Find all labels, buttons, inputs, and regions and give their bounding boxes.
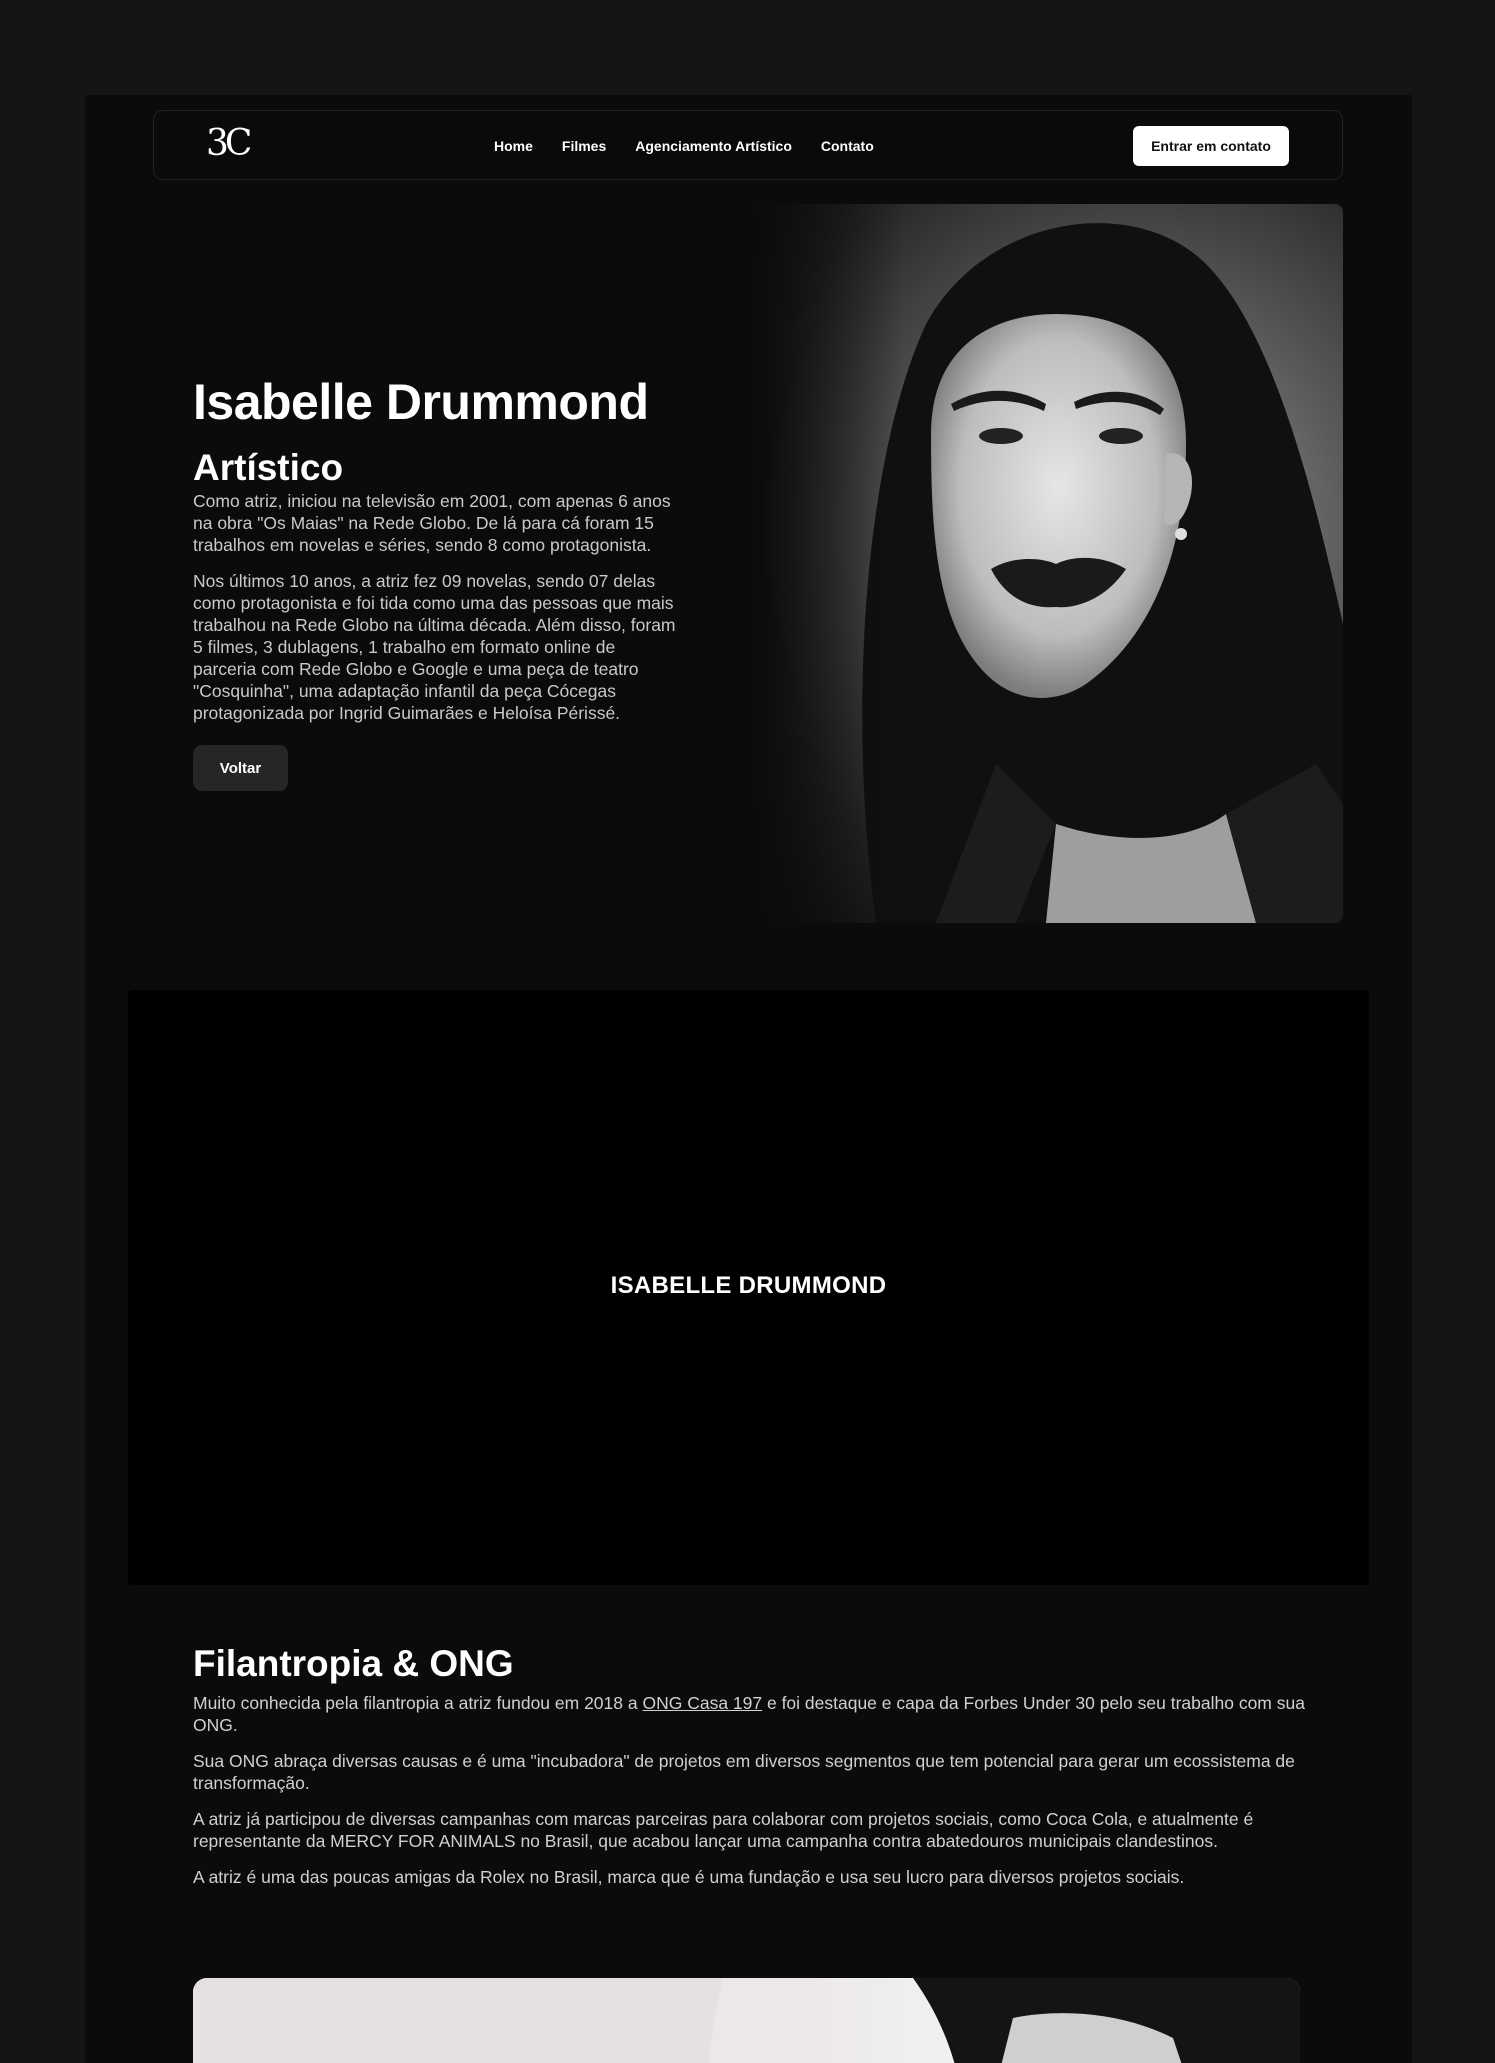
philanthropy-paragraph-4: A atriz é uma das poucas amigas da Rolex no Brasil, marca que é uma fundação e usa seu lucro para diversos projetos sociais. (193, 1867, 1185, 1887)
page-container (85, 95, 1412, 2063)
back-button[interactable]: Voltar (193, 745, 288, 791)
philanthropy-paragraph-2: Sua ONG abraça diversas causas e é uma "incubadora" de projetos em diversos segmentos que tem potencial para gerar um ecossistema de transformação. (193, 1751, 1295, 1793)
nav-link-contato[interactable]: Contato (820, 138, 874, 154)
video-player[interactable] (128, 990, 1369, 1585)
hero-text (193, 372, 683, 791)
section-subtitle: Artístico (193, 447, 344, 488)
portrait-photo (756, 204, 1343, 923)
philanthropy-section (193, 1642, 1313, 1888)
bottom-photo-illustration (193, 1978, 1300, 2063)
logo[interactable]: 3C (206, 123, 249, 164)
philanthropy-p1-after: e foi destaque e capa da Forbes Under 30 pelo seu trabalho com sua ONG. (193, 1693, 1305, 1735)
bottom-photo (193, 1978, 1300, 2063)
nav-link-agenciamento[interactable]: Agenciamento Artístico (635, 138, 792, 154)
page-title: Isabelle Drummond (193, 374, 649, 430)
portrait-illustration (756, 204, 1343, 923)
bio-paragraph-2: Nos últimos 10 anos, a atriz fez 09 novelas, sendo 07 delas como protagonista e foi tida como uma das pessoas que mais trabalhou na Rede Globo na última década. Além disso, foram 5 filmes, 3 dublagens, 1 trabalho em formato online de parceria com Rede Globo e Google e uma peça de teatro "Cosquinha", uma adaptação infantil da peça Cócegas protagonizada por Ingrid Guimarães e Heloísa Périssé. (193, 571, 676, 723)
nav-link-filmes[interactable]: Filmes (561, 138, 607, 154)
navbar (153, 110, 1343, 180)
video-title: ISABELLE DRUMMOND (610, 1272, 887, 1299)
philanthropy-paragraph-1 (193, 1692, 1313, 1736)
philanthropy-paragraph-3: A atriz já participou de diversas campanhas com marcas parceiras para colaborar com projetos sociais, como Coca Cola, e atualmente é representante da MERCY FOR ANIMALS no Brasil, que acabou lançar uma campanha contra abatedouros municipais clandestinos. (193, 1809, 1254, 1851)
bio-paragraph-1: Como atriz, iniciou na televisão em 2001, com apenas 6 anos na obra "Os Maias" na Rede Globo. De lá para cá foram 15 trabalhos em novelas e séries, sendo 8 como protagonista. (193, 491, 671, 555)
contact-button[interactable]: Entrar em contato (1133, 126, 1289, 166)
nav-links (494, 111, 903, 181)
nav-link-home[interactable]: Home (494, 138, 533, 154)
philanthropy-title: Filantropia & ONG (193, 1643, 514, 1684)
philanthropy-p1-before: Muito conhecida pela filantropia a atriz fundou em 2018 a (193, 1693, 643, 1713)
ong-casa-197-link[interactable]: ONG Casa 197 (642, 1693, 763, 1713)
